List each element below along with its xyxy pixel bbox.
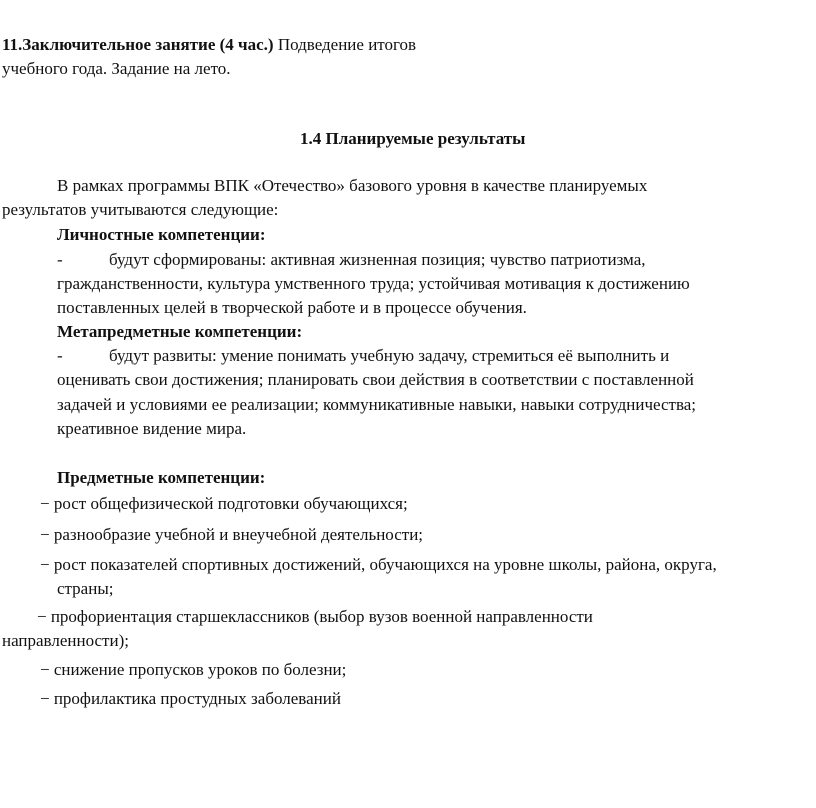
subject-item-3-cont: страны; [57,579,114,598]
subject-item-1: − рост общефизической подготовки обучающихся; [40,494,408,513]
personal-line2: гражданственности, культура умственного труда; устойчивая мотивация к достижению [57,274,690,293]
section-11-line2: учебного года. Задание на лето. [2,59,231,78]
section-11-title-rest: Подведение итогов [273,35,417,54]
subject-heading: Предметные компетенции: [57,468,266,487]
subject-item-3: − рост показателей спортивных достижений, обучающихся на уровне школы, района, округа, [40,555,717,574]
subject-item-4: − профориентация старшеклассников (выбор вузов военной направленности [37,607,593,626]
intro-line1: В рамках программы ВПК «Отечество» базового уровня в качестве планируемых [57,176,648,195]
meta-line4: креативное видение мира. [57,419,247,438]
section-heading: 1.4 Планируемые результаты [300,129,526,148]
subject-item-2: − разнообразие учебной и внеучебной деятельности; [40,525,424,544]
meta-dash: - [57,346,63,365]
section-11-title [2,34,416,56]
meta-line1: будут развиты: умение понимать учебную задачу, стремиться её выполнить и [109,346,670,365]
subject-item-5: − снижение пропусков уроков по болезни; [40,660,347,679]
meta-heading: Метапредметные компетенции: [57,322,303,341]
meta-line2: оценивать свои достижения; планировать свои действия в соответствии с поставленной [57,370,694,389]
personal-line1: будут сформированы: активная жизненная позиция; чувство патриотизма, [109,250,646,269]
subject-item-4-cont: направленности); [2,631,129,650]
subject-item-6: − профилактика простудных заболеваний [40,689,341,708]
personal-heading: Личностные компетенции: [57,225,266,244]
meta-line3: задачей и условиями ее реализации; коммуникативные навыки, навыки сотрудничества; [57,395,697,414]
intro-line2: результатов учитываются следующие: [2,200,279,219]
section-11-title-bold: 11.Заключительное занятие (4 час.) [2,35,274,54]
personal-dash: - [57,250,63,269]
personal-line3: поставленных целей в творческой работе и в процессе обучения. [57,298,527,317]
